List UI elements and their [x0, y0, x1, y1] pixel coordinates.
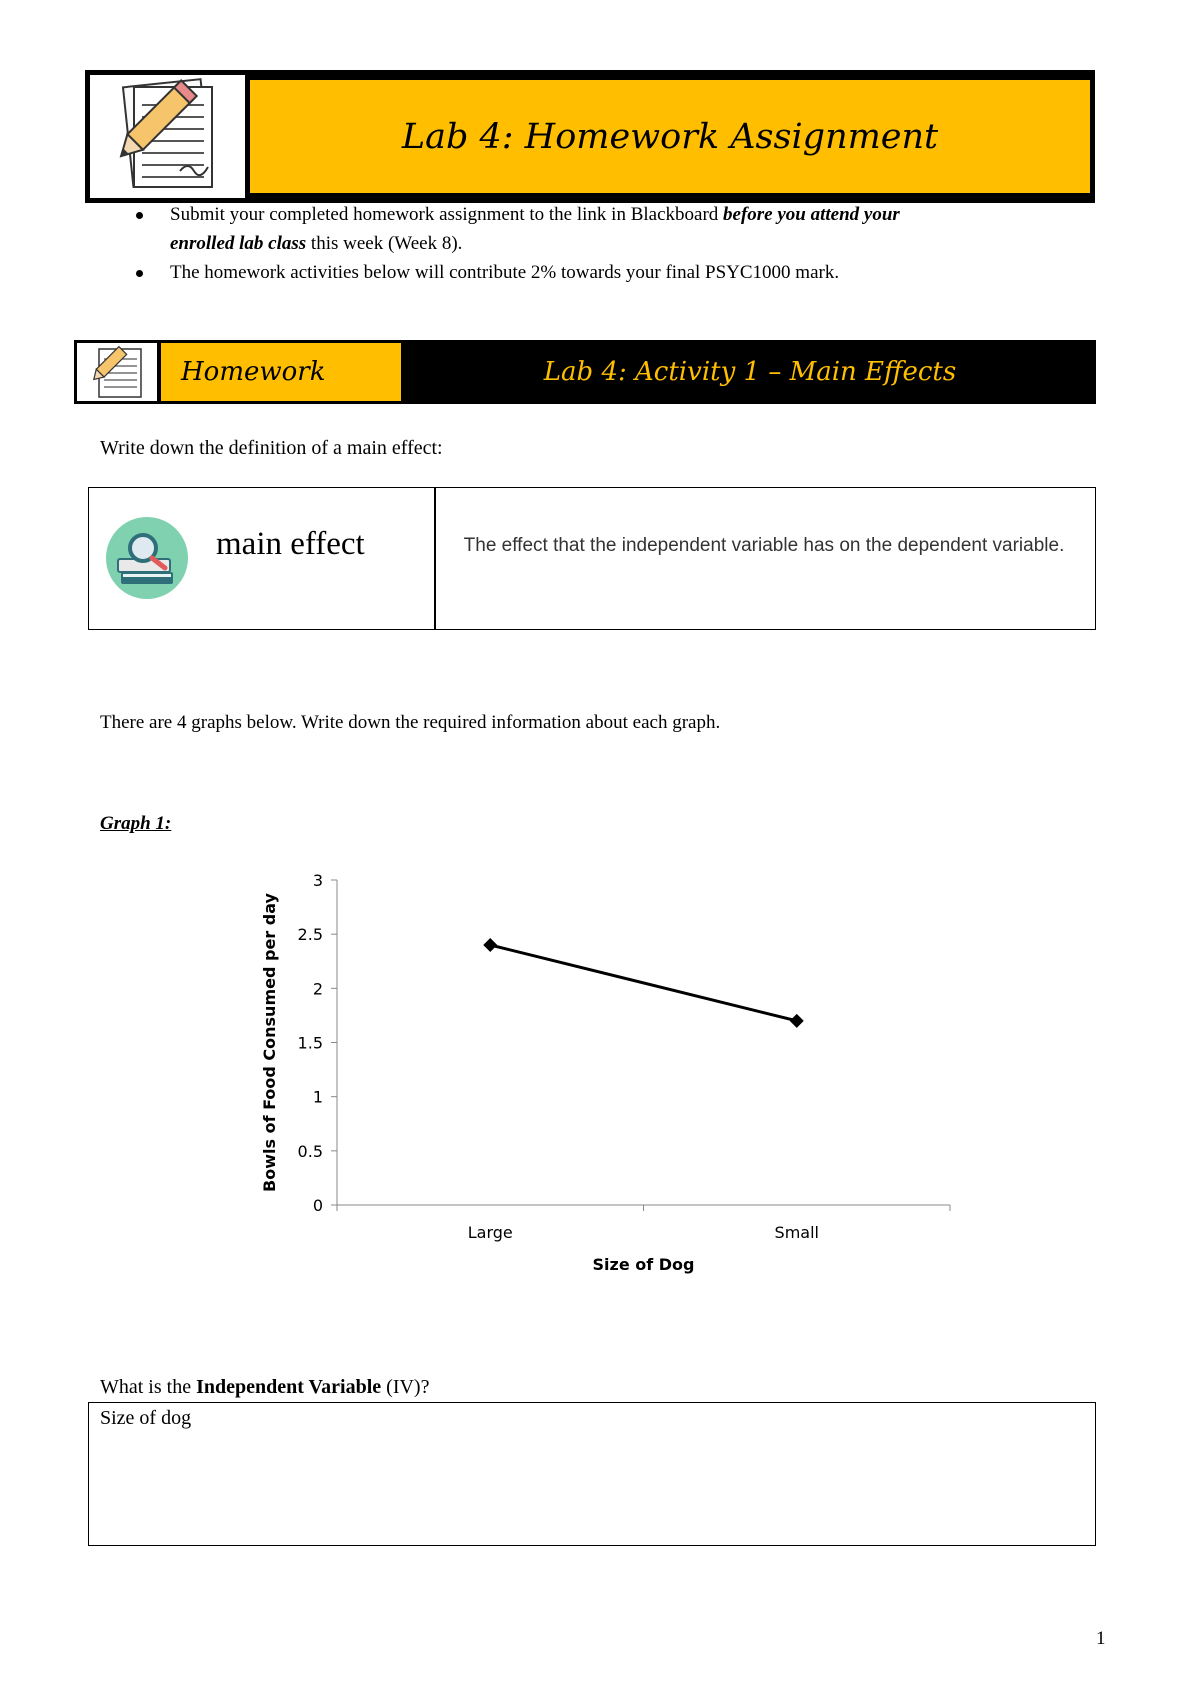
graphs-intro: There are 4 graphs below. Write down the required information about each graph.: [100, 712, 721, 733]
title-banner: [85, 70, 1095, 203]
x-axis-label: Size of Dog: [592, 1255, 695, 1274]
y-axis-ticks: [298, 871, 337, 1215]
iv-answer[interactable]: Size of dog: [100, 1407, 192, 1429]
bullet-icon: [136, 270, 143, 277]
definition-table: [88, 487, 1096, 630]
definition-term: main effect: [216, 526, 365, 562]
bullet-text: this week (Week 8).: [306, 233, 463, 254]
definition-prompt: Write down the definition of a main effect:: [100, 437, 443, 459]
question-emphasis: Independent Variable: [196, 1376, 382, 1398]
activity-header: [74, 340, 1096, 404]
instruction-bullet-1: [170, 200, 1090, 258]
y-tick-label: 3: [312, 871, 323, 890]
page-number: 1: [1096, 1628, 1106, 1649]
page-title: Lab 4: Homework Assignment: [401, 116, 939, 157]
notepad-pencil-icon: [77, 343, 157, 401]
y-tick-label: 2.5: [297, 925, 323, 945]
notepad-pencil-icon: [90, 75, 245, 198]
bullet-emphasis: enrolled lab class: [170, 233, 307, 254]
y-tick-label: 0.5: [297, 1141, 323, 1161]
series-line: [490, 945, 797, 1021]
bullet-icon: [136, 212, 143, 219]
bullet-text: The homework activities below will contribute 2% towards your final PSYC1000 mark.: [170, 262, 840, 283]
table-divider: [434, 488, 436, 629]
activity-title: Lab 4: Activity 1 – Main Effects: [543, 357, 957, 387]
bullet-text: Submit your completed homework assignment to the link in Blackboard: [170, 204, 724, 225]
chart-series: [483, 938, 804, 1028]
iv-answer-box[interactable]: [88, 1402, 1096, 1546]
title-icon-cell: [90, 75, 245, 198]
graph-label: Graph 1:: [100, 813, 172, 834]
data-point-marker: [790, 1014, 804, 1028]
y-tick-label: 2: [312, 979, 323, 999]
graph-1-chart: [250, 850, 970, 1280]
question-text: What is the: [100, 1376, 197, 1398]
y-axis-label: Bowls of Food Consumed per day: [260, 893, 279, 1192]
x-axis-ticks: [337, 1205, 950, 1242]
bullet-emphasis: before you attend your: [723, 204, 900, 225]
homework-badge: [161, 343, 401, 401]
homework-badge-label: Homework: [181, 357, 326, 387]
data-point-marker: [483, 938, 497, 952]
activity-icon-cell: [77, 343, 157, 401]
iv-question: [100, 1376, 429, 1399]
x-tick-label: Small: [774, 1223, 819, 1242]
title-cell: [250, 80, 1090, 193]
question-text: (IV)?: [381, 1376, 430, 1398]
books-magnifier-icon: [105, 516, 189, 600]
y-tick-label: 0: [312, 1196, 323, 1215]
definition-answer[interactable]: The effect that the independent variable has on the dependent variable.: [463, 535, 1065, 556]
y-tick-label: 1.5: [297, 1033, 323, 1053]
instruction-bullet-2: [170, 258, 1090, 287]
y-tick-label: 1: [312, 1087, 323, 1107]
x-tick-label: Large: [467, 1223, 513, 1242]
